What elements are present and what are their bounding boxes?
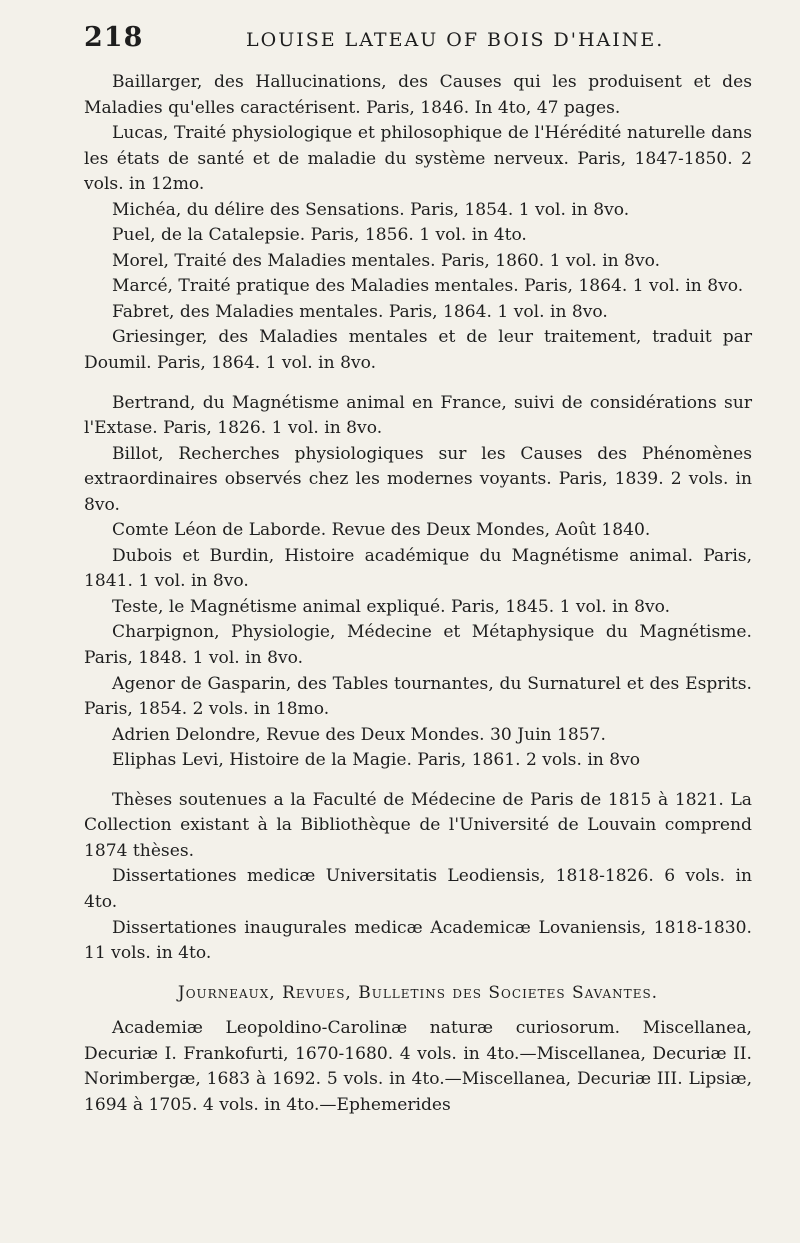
bibliography-entry: Michéa, du délire des Sensations. Paris, 1854. 1 vol. in 8vo.	[112, 199, 630, 220]
bibliography-entry: Charpignon, Physiologie, Médecine et Métaphysique du Magnétisme. Paris, 1848. 1 vol. in 8vo.	[84, 622, 752, 669]
group-spacer	[84, 1006, 752, 1016]
bibliography-entry: Lucas, Traité physiologique et philosophique de l'Hérédité naturelle dans les états de santé et de maladie du système nerveux. Paris, 1847-1850. 2 vols. in 12mo.	[84, 123, 752, 195]
page-number: 218	[84, 22, 144, 53]
bibliography-entry: Fabret, des Maladies mentales. Paris, 1864. 1 vol. in 8vo.	[112, 301, 608, 322]
bibliography-entry: Morel, Traité des Maladies mentales. Paris, 1860. 1 vol. in 8vo.	[112, 250, 661, 271]
bibliography-entry: Dissertationes medicæ Universitatis Leodiensis, 1818-1826. 6 vols. in 4to.	[84, 866, 752, 912]
bibliography-entry: Agenor de Gasparin, des Tables tournantes, du Surnaturel et des Esprits. Paris, 1854. 2 vols. in 18mo.	[84, 673, 752, 720]
bibliography-body	[84, 70, 752, 1118]
bibliography-entry: Baillarger, des Hallucinations, des Causes qui les produisent et des Maladies qu'elles caractérisent. Paris, 1846. In 4to, 47 pages.	[84, 72, 752, 118]
group-spacer	[84, 774, 752, 788]
section-heading: Journeaux, Revues, Bulletins des Societes Savantes.	[177, 982, 659, 1003]
running-title: LOUISE LATEAU OF BOIS D'HAINE.	[246, 29, 665, 51]
bibliography-entry: Dubois et Burdin, Histoire académique du Magnétisme animal. Paris, 1841. 1 vol. in 8vo.	[84, 545, 752, 592]
bibliography-entry: Thèses soutenues a la Faculté de Médecine de Paris de 1815 à 1821. La Collection existant à la Bibliothèque de l'Université de Louvain comprend 1874 thèses.	[84, 789, 752, 861]
bibliography-entry: Eliphas Levi, Histoire de la Magie. Paris, 1861. 2 vols. in 8vo	[112, 750, 641, 771]
bibliography-entry: Bertrand, du Magnétisme animal en France, suivi de considérations sur l'Extase. Paris, 1826. 1 vol. in 8vo.	[84, 392, 752, 439]
bibliography-group-theses	[84, 788, 752, 967]
bibliography-group-journals	[84, 1016, 752, 1118]
bibliography-entry: Marcé, Traité pratique des Maladies mentales. Paris, 1864. 1 vol. in 8vo.	[112, 276, 744, 297]
bibliography-entry: Academiæ Leopoldino-Carolinæ naturæ curiosorum. Miscellanea, Decuriæ I. Frankofurti, 1670-1680. 4 vols. in 4to.—Miscellanea, Decuriæ II. Norimbergæ, 1683 à 1692. 5 vols. in 4to.—Miscellanea, Decuriæ III. Lipsiæ, 1694 à 1705. 4 vols. in 4to.—Ephemerides	[84, 1018, 752, 1115]
bibliography-entry: Griesinger, des Maladies mentales et de leur traitement, traduit par Doumil. Paris, 1864. 1 vol. in 8vo.	[84, 327, 752, 374]
group-spacer	[84, 377, 752, 391]
bibliography-entry: Dissertationes inaugurales medicæ Academicæ Lovaniensis, 1818-1830. 11 vols. in 4to.	[84, 917, 752, 964]
bibliography-entry: Comte Léon de Laborde. Revue des Deux Mondes, Août 1840.	[112, 520, 651, 541]
bibliography-group-mental-maladies	[84, 70, 752, 377]
bibliography-group-magnetism	[84, 391, 752, 774]
bibliography-entry: Puel, de la Catalepsie. Paris, 1856. 1 vol. in 4to.	[112, 225, 527, 246]
bibliography-entry: Teste, le Magnétisme animal expliqué. Paris, 1845. 1 vol. in 8vo.	[112, 596, 671, 617]
page-header	[84, 22, 752, 62]
bibliography-entry: Billot, Recherches physiologiques sur les Causes des Phénomènes extraordinaires observés chez les modernes voyants. Paris, 1839. 2 vols. in 8vo.	[84, 443, 752, 515]
group-spacer	[84, 967, 752, 981]
bibliography-entry: Adrien Delondre, Revue des Deux Mondes. 30 Juin 1857.	[112, 724, 606, 745]
